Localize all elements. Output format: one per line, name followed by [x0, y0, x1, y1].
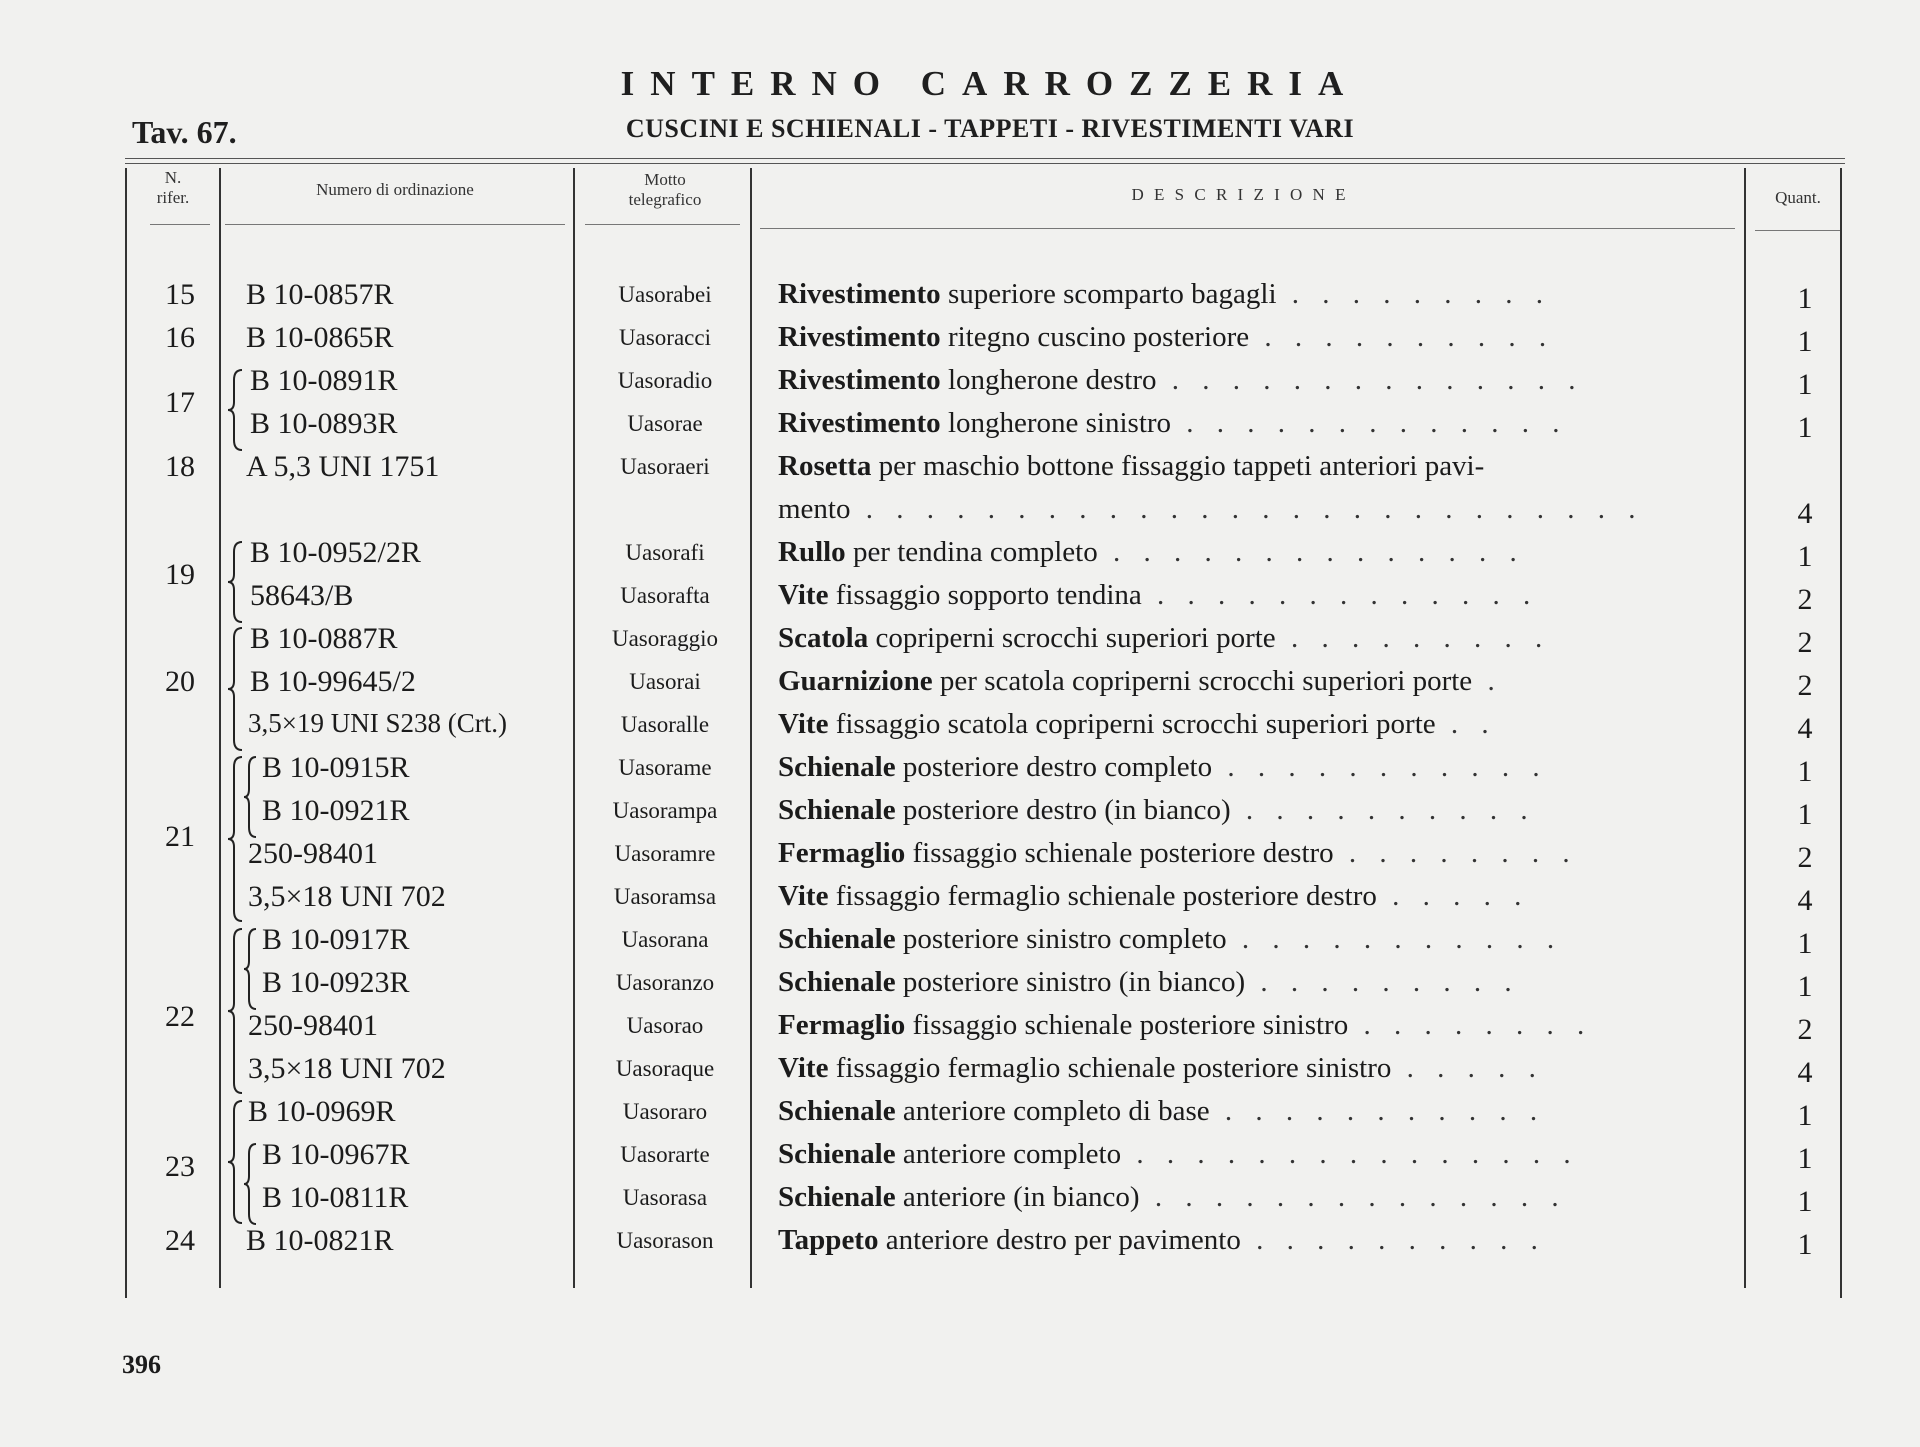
col-header-ref-line2: rifer. [156, 188, 190, 207]
description-text: posteriore destro (in bianco) [895, 794, 1231, 826]
quantity: 2 [1797, 583, 1813, 616]
quantity: 4 [1797, 712, 1813, 745]
quantity: 1 [1797, 540, 1813, 573]
order-number: 3,5×18 UNI 702 [248, 1052, 446, 1085]
group-ref-number: 23 [165, 1150, 195, 1183]
order-number: 250-98401 [248, 837, 378, 870]
leader-dots: . . . . . . . . . . . . . . [1139, 1181, 1567, 1213]
description-text: superiore scomparto bagagli [940, 278, 1277, 310]
description [778, 450, 1738, 483]
description [778, 837, 1738, 870]
description-text: anteriore destro per pavimento [878, 1224, 1241, 1256]
quantity: 4 [1797, 1056, 1813, 1089]
description-keyword: Scatola [778, 622, 869, 654]
order-number: 250-98401 [248, 1009, 378, 1042]
quantity: 1 [1797, 927, 1813, 960]
description-text: anteriore completo di base [895, 1095, 1210, 1127]
table-number: Tav. 67. [132, 114, 237, 150]
leader-dots: . . . . . . . . . . . . . . [1156, 364, 1584, 396]
description-text: posteriore sinistro (in bianco) [895, 966, 1246, 998]
description-keyword: Vite [778, 708, 829, 740]
order-number: B 10-0857R [246, 278, 394, 311]
leader-dots: . . . . . . . . . . [1240, 1224, 1546, 1256]
telegraphic-code: Uasoradio [617, 368, 713, 393]
description-keyword: Schienale [778, 1181, 896, 1213]
description [778, 364, 1738, 397]
leader-dots: . [1472, 665, 1503, 697]
table-row [0, 622, 1920, 665]
description-keyword: Fermaglio [778, 837, 906, 869]
group-brace-inner [242, 1142, 260, 1226]
description-text: fissaggio schienale posteriore destro [905, 837, 1334, 869]
description-text: fissaggio fermaglio schienale posteriore destro [828, 880, 1377, 912]
description-keyword: Guarnizione [778, 665, 933, 697]
description-text: copriperni scrocchi superiori porte [868, 622, 1276, 654]
description-keyword: Schienale [778, 1138, 896, 1170]
leader-dots: . . . . . . . . . [1245, 966, 1520, 998]
description-text: per tendina completo [845, 536, 1098, 568]
quantity: 1 [1797, 325, 1813, 358]
description-text: mento [778, 493, 851, 525]
description-text: anteriore completo [895, 1138, 1122, 1170]
ref-number: 18 [165, 450, 195, 483]
leader-dots: . . . . . . . . . . . [1226, 923, 1563, 955]
leader-dots: . . . . . . . . . . . . . . [1097, 536, 1525, 568]
description-text: fissaggio schienale posteriore sinistro [905, 1009, 1349, 1041]
table-row [0, 536, 1920, 579]
col-header-qty-label: Quant. [1775, 188, 1821, 207]
group-ref-number: 17 [165, 386, 195, 419]
quantity: 1 [1797, 282, 1813, 315]
order-number: B 10-0915R [262, 751, 410, 784]
group-brace-inner [242, 927, 260, 1011]
page-title: INTERNO CARROZZERIA [620, 64, 1360, 103]
description [778, 1009, 1738, 1042]
leader-dots: . . . . . . . . . . . [1209, 1095, 1546, 1127]
ref-number: 24 [165, 1224, 195, 1257]
leader-dots: . . . . . [1376, 880, 1530, 912]
description [778, 665, 1738, 698]
quantity: 1 [1797, 1228, 1813, 1261]
table-row [0, 880, 1920, 923]
table-row [0, 708, 1920, 751]
order-number: B 10-0952/2R [250, 536, 421, 569]
quantity: 1 [1797, 411, 1813, 444]
telegraphic-code: Uasoraro [622, 1099, 708, 1124]
description-keyword: Rosetta [778, 450, 872, 482]
quantity: 1 [1797, 755, 1813, 788]
group-brace-inner [242, 755, 260, 839]
telegraphic-code: Uasoralle [620, 712, 710, 737]
table-row [0, 364, 1920, 407]
table-row [0, 579, 1920, 622]
telegraphic-code: Uasoracci [619, 325, 711, 350]
table-row [0, 665, 1920, 708]
table-row [0, 1138, 1920, 1181]
leader-dots: . . . . . . . . . [1275, 622, 1551, 654]
telegraphic-code: Uasoramsa [613, 884, 717, 909]
description-keyword: Rullo [778, 536, 846, 568]
page-subtitle: CUSCINI E SCHIENALI - TAPPETI - RIVESTIMENTI VARI [625, 114, 1355, 143]
description [778, 794, 1738, 827]
order-number: B 10-0887R [250, 622, 398, 655]
leader-dots: . . . . . . . . . . [1249, 321, 1555, 353]
table-row [0, 1052, 1920, 1095]
quantity: 2 [1797, 841, 1813, 874]
table-row [0, 278, 1920, 321]
leader-dots: . . . . . . . . . . . . . [1171, 407, 1568, 439]
quantity: 4 [1797, 497, 1813, 530]
telegraphic-code: Uasorame [618, 755, 712, 780]
description [778, 923, 1738, 956]
leader-dots: . . . . . . . . . [1276, 278, 1551, 310]
col-header-description-label: D E S C R I Z I O N E [1131, 185, 1349, 204]
leader-dots: . . . . . . . . [1348, 1009, 1593, 1041]
telegraphic-code: Uasorason [616, 1228, 714, 1253]
description [778, 751, 1738, 784]
telegraphic-code: Uasoranzo [615, 970, 715, 995]
description-text: per maschio bottone fissaggio tappeti anteriori pavi- [871, 450, 1485, 482]
description [778, 493, 1738, 526]
table-row [0, 1009, 1920, 1052]
order-number: 58643/B [250, 579, 354, 612]
order-number: B 10-0967R [262, 1138, 410, 1171]
description-keyword: Schienale [778, 966, 896, 998]
leader-dots: . . . . . [1391, 1052, 1544, 1084]
leader-dots: . . [1435, 708, 1497, 740]
group-ref-number: 19 [165, 558, 195, 591]
order-number: B 10-0969R [248, 1095, 396, 1128]
telegraphic-code: Uasorampa [612, 798, 718, 823]
description [778, 579, 1738, 612]
description-keyword: Rivestimento [778, 407, 941, 439]
table-row [0, 751, 1920, 794]
telegraphic-code: Uasoraque [615, 1056, 715, 1081]
table-row [0, 321, 1920, 364]
telegraphic-code: Uasorasa [622, 1185, 708, 1210]
quantity: 2 [1797, 669, 1813, 702]
description [778, 407, 1738, 440]
group-brace [226, 368, 246, 452]
leader-dots: . . . . . . . . . . . . . . . [1121, 1138, 1579, 1170]
telegraphic-code: Uasoraggio [611, 626, 719, 651]
description-text: fissaggio scatola copriperni scrocchi superiori porte [828, 708, 1436, 740]
quantity: 1 [1797, 798, 1813, 831]
group-ref-number: 22 [165, 1000, 195, 1033]
description-keyword: Vite [778, 1052, 829, 1084]
description-keyword: Schienale [778, 923, 896, 955]
order-number: B 10-0923R [262, 966, 410, 999]
table-row [0, 923, 1920, 966]
description [778, 880, 1738, 913]
quantity: 1 [1797, 1185, 1813, 1218]
quantity: 1 [1797, 1099, 1813, 1132]
description [778, 278, 1738, 311]
quantity: 2 [1797, 626, 1813, 659]
description-keyword: Schienale [778, 1095, 896, 1127]
leader-dots: . . . . . . . . . . . [1212, 751, 1548, 783]
table-row [0, 407, 1920, 450]
quantity: 1 [1797, 1142, 1813, 1175]
order-number: B 10-99645/2 [250, 665, 416, 698]
order-number: 3,5×18 UNI 702 [248, 880, 446, 913]
description [778, 321, 1738, 354]
table-row [0, 493, 1920, 536]
description-keyword: Schienale [778, 751, 896, 783]
description [778, 1224, 1738, 1257]
description-text: ritegno cuscino posteriore [940, 321, 1250, 353]
description [778, 708, 1738, 741]
order-number: B 10-0811R [262, 1181, 409, 1214]
telegraphic-code: Uasorafi [625, 540, 705, 565]
table-row [0, 1095, 1920, 1138]
table-row [0, 966, 1920, 1009]
quantity: 1 [1797, 368, 1813, 401]
leader-dots: . . . . . . . . . . [1230, 794, 1536, 826]
description [778, 966, 1738, 999]
description-text: anteriore (in bianco) [895, 1181, 1140, 1213]
description-text: per scatola copriperni scrocchi superiori porte [932, 665, 1473, 697]
leader-dots: . . . . . . . . . . . . . [1141, 579, 1539, 611]
group-ref-number: 20 [165, 665, 195, 698]
telegraphic-code: Uasorafta [620, 583, 710, 608]
description-keyword: Rivestimento [778, 321, 941, 353]
description-text: fissaggio fermaglio schienale posteriore sinistro [828, 1052, 1392, 1084]
leader-dots: . . . . . . . . [1333, 837, 1578, 869]
order-number: B 10-0865R [246, 321, 394, 354]
telegraphic-code: Uasorae [627, 411, 703, 436]
telegraphic-code: Uasorao [626, 1013, 704, 1038]
table-row [0, 1181, 1920, 1224]
description-keyword: Tappeto [778, 1224, 879, 1256]
description-text: longherone sinistro [940, 407, 1172, 439]
order-number: B 10-0893R [250, 407, 398, 440]
telegraphic-code: Uasorana [621, 927, 709, 952]
description [778, 1138, 1738, 1171]
description-text: fissaggio sopporto tendina [828, 579, 1142, 611]
order-number: A 5,3 UNI 1751 [246, 450, 440, 483]
order-number: B 10-0891R [250, 364, 398, 397]
telegraphic-code: Uasoraeri [620, 454, 710, 479]
quantity: 1 [1797, 970, 1813, 1003]
description-keyword: Rivestimento [778, 364, 941, 396]
description-text: posteriore sinistro completo [895, 923, 1227, 955]
ref-number: 15 [165, 278, 195, 311]
order-number: 3,5×19 UNI S238 (Crt.) [248, 708, 507, 738]
order-number: B 10-0917R [262, 923, 410, 956]
col-header-motto-line2: telegrafico [628, 190, 702, 209]
description-keyword: Schienale [778, 794, 896, 826]
ref-number: 16 [165, 321, 195, 354]
description-text: longherone destro [940, 364, 1157, 396]
table-row [0, 450, 1920, 493]
col-header-code-label: Numero di ordinazione [316, 180, 474, 199]
leader-dots: . . . . . . . . . . . . . . . . . . . . . . . . . . [850, 493, 1644, 525]
telegraphic-code: Uasorabei [618, 282, 712, 307]
description [778, 1052, 1738, 1085]
order-number: B 10-0921R [262, 794, 410, 827]
description-text: posteriore destro completo [895, 751, 1213, 783]
group-brace [226, 540, 246, 624]
table-row [0, 837, 1920, 880]
description-keyword: Vite [778, 880, 829, 912]
telegraphic-code: Uasorai [629, 669, 701, 694]
description [778, 1095, 1738, 1128]
description [778, 622, 1738, 655]
col-header-motto-line1: Motto [644, 170, 686, 189]
table-row [0, 794, 1920, 837]
page-number: 396 [122, 1350, 161, 1379]
quantity: 4 [1797, 884, 1813, 917]
description [778, 536, 1738, 569]
description-keyword: Vite [778, 579, 829, 611]
description-keyword: Fermaglio [778, 1009, 906, 1041]
order-number: B 10-0821R [246, 1224, 394, 1257]
col-header-ref-line1: N. [164, 168, 182, 187]
description-keyword: Rivestimento [778, 278, 941, 310]
group-brace [226, 626, 246, 752]
group-ref-number: 21 [165, 820, 195, 853]
table-row [0, 1224, 1920, 1267]
quantity: 2 [1797, 1013, 1813, 1046]
description [778, 1181, 1738, 1214]
telegraphic-code: Uasorarte [620, 1142, 710, 1167]
telegraphic-code: Uasoramre [614, 841, 716, 866]
